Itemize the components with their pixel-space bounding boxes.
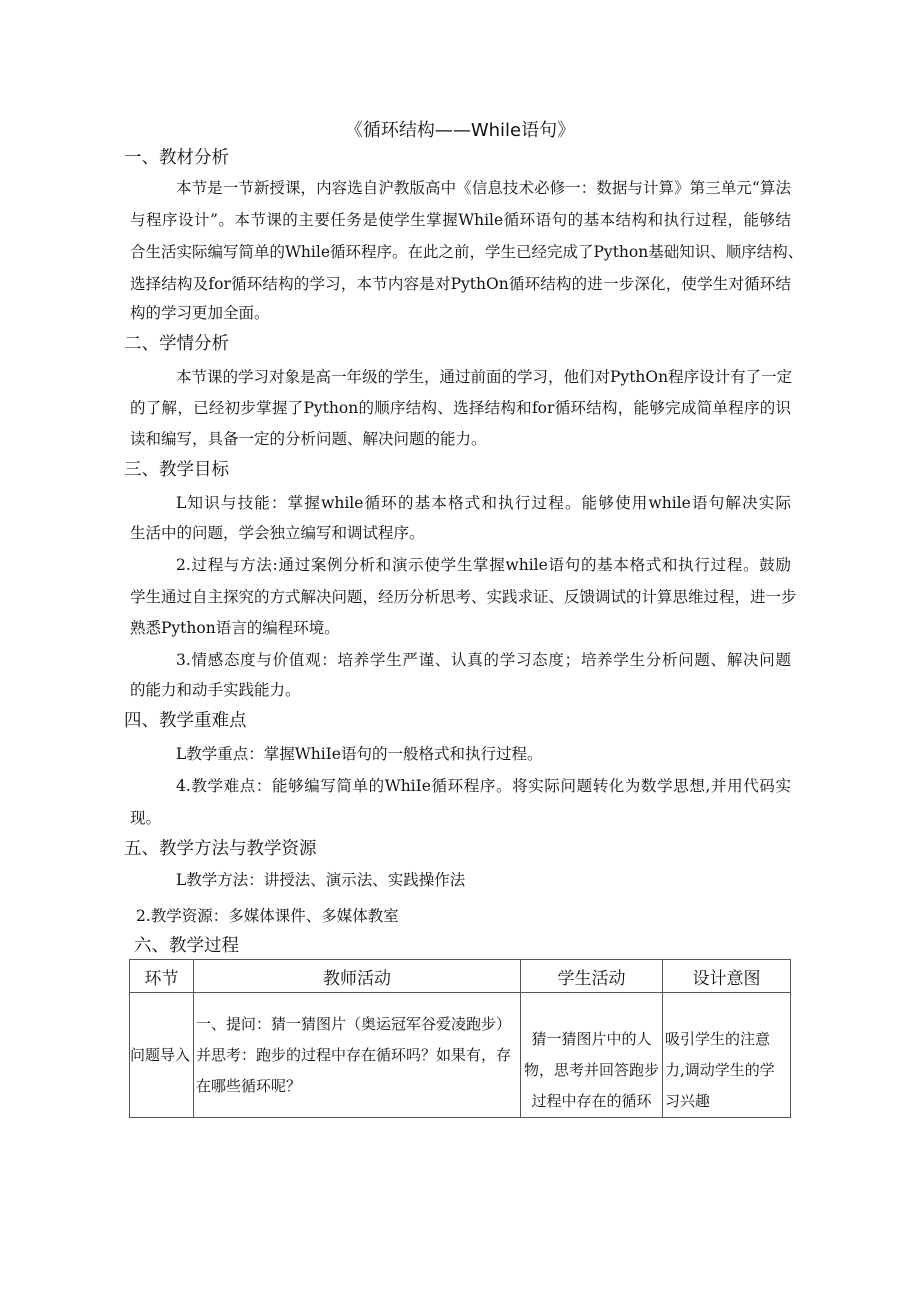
cell-stage: 问题导入 — [130, 993, 194, 1118]
header-student: 学生活动 — [521, 960, 663, 993]
cell-teacher: 一、提问：猜一猜图片（奥运冠军谷爱凌跑步）并思考：跑步的过程中存在循环吗？如果有，存在哪些循环呢？ — [194, 993, 521, 1118]
section-heading: 二、学情分析 — [124, 334, 229, 354]
paragraph-line: 现。 — [130, 809, 162, 827]
paragraph-line: 读和编写，具备一定的分析问题、解决问题的能力。 — [130, 430, 487, 448]
cell-intent: 吸引学生的注意力,调动学生的学习兴趣 — [663, 993, 791, 1118]
paragraph-line: 2.教学资源：多媒体课件、多媒体教室 — [136, 907, 399, 925]
table-row — [130, 993, 791, 1118]
section-heading: 六、教学过程 — [134, 936, 239, 956]
paragraph-line: 熟悉Python语言的编程环境。 — [130, 619, 340, 637]
teaching-process-table — [129, 959, 791, 1118]
paragraph-line: 生活中的问题，学会独立编写和调试程序。 — [130, 524, 425, 542]
paragraph-line: 选择结构及for循环结构的学习，本节内容是对PythOn循环结构的进一步深化，使学生对循环结 — [130, 275, 791, 293]
paragraph-line: 3.情感态度与价值观：培养学生严谨、认真的学习态度；培养学生分析问题、解决问题 — [176, 651, 791, 669]
section-heading: 五、教学方法与教学资源 — [124, 839, 317, 859]
paragraph-line: L知识与技能：掌握while循环的基本格式和执行过程。能够使用while语句解决实际 — [176, 494, 791, 512]
paragraph-line: 与程序设计”。本节课的主要任务是使学生掌握While循环语句的基本结构和执行过程，能够结 — [130, 211, 791, 229]
header-intent: 设计意图 — [663, 960, 791, 993]
paragraph-line: 本节是一节新授课，内容选自沪教版高中《信息技术必修一：数据与计算》第三单元“算法 — [176, 179, 791, 197]
section-heading: 四、教学重难点 — [124, 711, 247, 731]
paragraph-line: 合生活实际编写简单的While循环程序。在此之前，学生已经完成了Python基础知识、顺序结构、 — [130, 243, 804, 261]
paragraph-line: 2.过程与方法:通过案例分析和演示使学生掌握while语句的基本格式和执行过程。鼓励 — [176, 556, 791, 574]
section-heading: 三、教学目标 — [124, 460, 229, 480]
paragraph-line: 的了解，已经初步掌握了Python的顺序结构、选择结构和for循环结构，能够完成简单程序的识 — [130, 399, 791, 417]
cell-student: 猜一猜图片中的人物，思考并回答跑步过程中存在的循环 — [521, 993, 663, 1118]
header-stage: 环节 — [130, 960, 194, 993]
paragraph-line: L教学重点：掌握WhiIe语句的一般格式和执行过程。 — [176, 745, 543, 763]
section-heading: 一、教材分析 — [124, 148, 229, 168]
paragraph-line: 构的学习更加全面。 — [130, 304, 270, 322]
header-teacher: 教师活动 — [194, 960, 521, 993]
paragraph-line: 的能力和动手实践能力。 — [130, 681, 301, 699]
paragraph-line: 4.教学难点：能够编写简单的WhiIe循环程序。将实际问题转化为数学思想,并用代码实 — [176, 777, 791, 795]
document-title: 《循环结构——While语句》 — [344, 120, 576, 141]
table-header-row — [130, 960, 791, 993]
paragraph-line: 本节课的学习对象是高一年级的学生，通过前面的学习，他们对PythOn程序设计有了一定 — [176, 368, 793, 386]
paragraph-line: L教学方法：讲授法、演示法、实践操作法 — [176, 871, 466, 889]
paragraph-line: 学生通过自主探究的方式解决问题，经历分析思考、实践求证、反馈调试的计算思维过程，进一步 — [130, 588, 797, 606]
